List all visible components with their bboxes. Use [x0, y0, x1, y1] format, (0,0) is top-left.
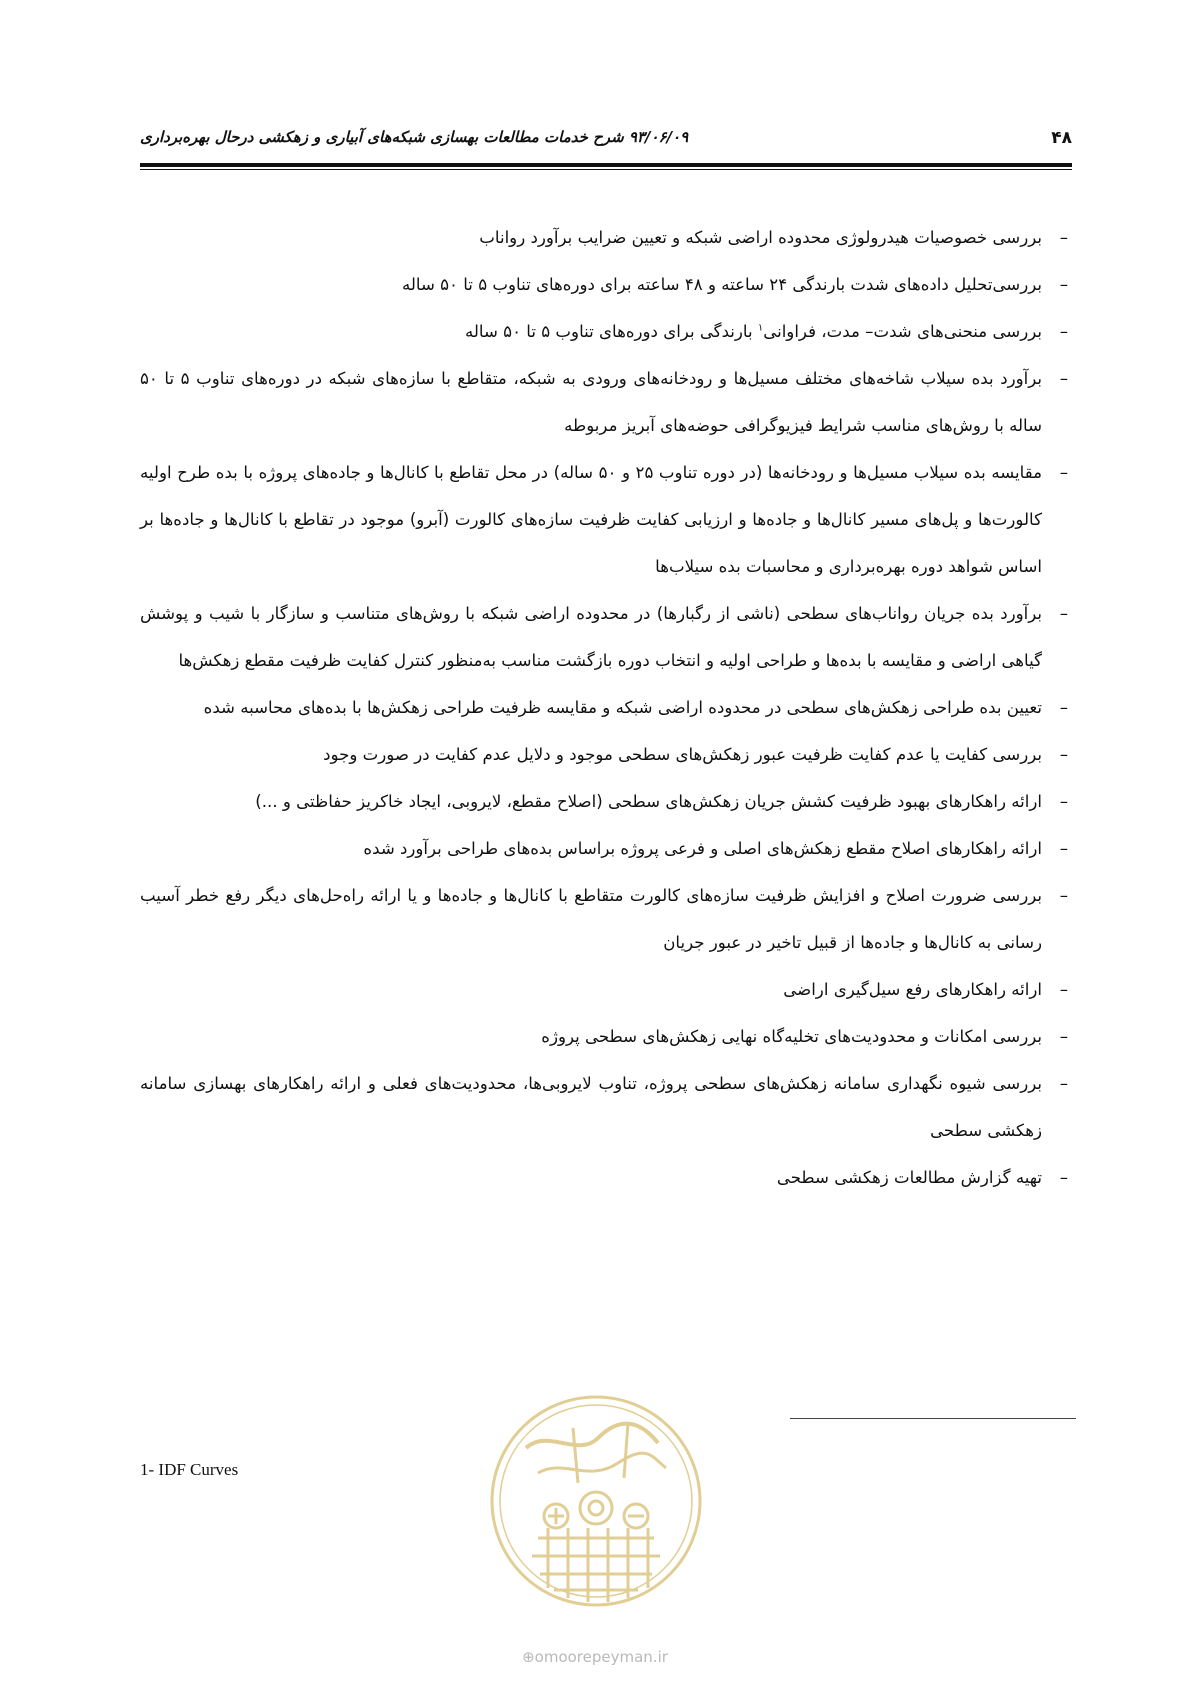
list-item — [140, 778, 1072, 825]
list-item — [140, 1060, 1072, 1154]
bullet-dash: – — [1059, 839, 1068, 858]
list-item — [140, 308, 1072, 355]
list-item-text: تعیین بده طراحی زهکش‌های سطحی در محدوده اراضی شبکه و مقایسه ظرفیت طراحی زهکش‌ها با بده‌های محاسبه شده — [203, 698, 1042, 717]
bullet-dash: – — [1059, 604, 1068, 623]
list-item-text: بررسی کفایت یا عدم کفایت ظرفیت عبور زهکش‌های سطحی موجود و دلایل عدم کفایت در صورت وجود — [323, 745, 1042, 764]
list-item-text: ارائه راهکارهای رفع سیل‌گیری اراضی — [783, 980, 1042, 999]
bullet-dash: – — [1059, 980, 1068, 999]
bullet-dash: – — [1059, 322, 1068, 341]
watermark-site: ⊕omoorepeyman.ir — [522, 1648, 668, 1666]
list-item — [140, 1013, 1072, 1060]
list-item-text: برآورد بده سیلاب شاخه‌های مختلف مسیل‌ها و رودخانه‌های ورودی به شبکه، متقاطع با سازه‌های شبکه در دوره‌های تناوب ۵ تا ۵۰ ساله با روش‌های مناسب شرایط فیزیوگرافی حوضه‌های آبریز مربوطه — [140, 369, 1042, 435]
bullet-dash: – — [1059, 792, 1068, 811]
list-item-text: برآورد بده جریان رواناب‌های سطحی (ناشی از رگبارها) در محدوده اراضی شبکه با روش‌های متناسب و سازگار با شیب و پوشش گیاهی اراضی و مقایسه با بده‌ها و طراحی اولیه و انتخاب دوره بازگشت مناسب به‌منظور کنترل کفایت ظرفیت مقطع زهکش‌ها — [140, 604, 1042, 670]
bullet-dash: – — [1059, 369, 1068, 388]
list-item-text: ارائه راهکارهای بهبود ظرفیت کشش جریان زهکش‌های سطحی (اصلاح مقطع، لایروبی، ایجاد خاکریز حفاظتی و ...) — [255, 792, 1042, 811]
list-item — [140, 355, 1072, 449]
footnote: 1- IDF Curves — [140, 1460, 239, 1479]
list-item-text: مقایسه بده سیلاب مسیل‌ها و رودخانه‌ها (در دوره تناوب ۲۵ و ۵۰ ساله) در محل تقاطع با کانال‌ها و جاده‌های پروژه با بده طرح اولیه کالورت‌ها و پل‌های مسیر کانال‌ها و جاده‌ها و ارزیابی کفایت ظرفیت سازه‌های کالورت (آبرو) موجود در تقاطع با کانال‌ها و جاده‌ها بر اساس شواهد دوره بهره‌برداری و محاسبات بده سیلاب‌ها — [140, 463, 1042, 576]
header-title: ۹۳/۰۶/۰۹ شرح خدمات مطالعات بهسازی شبکه‌های آبیاری و زهکشی درحال بهره‌برداری — [140, 128, 689, 146]
list-item — [140, 731, 1072, 778]
bullet-list — [140, 214, 1072, 1201]
page-header — [140, 128, 1072, 150]
list-item-text: بررسی ضرورت اصلاح و افزایش ظرفیت سازه‌های کالورت متقاطع با کانال‌ها و جاده‌ها و یا ارائه راه‌حل‌های دیگر رفع خطر آسیب رسانی به کانال‌ها و جاده‌ها از قبیل تاخیر در عبور جریان — [140, 886, 1042, 952]
list-item-text: بررسی شیوه نگهداری سامانه زهکش‌های سطحی پروژه، تناوب لایروبی‌ها، محدودیت‌های فعلی و ارائه راهکارهای بهسازی سامانه زهکشی سطحی — [140, 1074, 1042, 1140]
list-item — [140, 872, 1072, 966]
bullet-dash: – — [1059, 1074, 1068, 1093]
list-item — [140, 590, 1072, 684]
bullet-dash: – — [1059, 228, 1068, 247]
list-item-text: ارائه راهکارهای اصلاح مقطع زهکش‌های اصلی و فرعی پروژه براساس بده‌های طراحی برآورد شده — [363, 839, 1042, 858]
list-item-text: تهیه گزارش مطالعات زهکشی سطحی — [776, 1168, 1042, 1187]
bullet-dash: – — [1059, 886, 1068, 905]
list-item-text-continued: بارندگی برای دوره‌های تناوب ۵ تا ۵۰ ساله — [464, 322, 758, 341]
list-item — [140, 684, 1072, 731]
bullet-dash: – — [1059, 698, 1068, 717]
list-item — [140, 449, 1072, 590]
footnote-separator — [790, 1418, 1076, 1419]
header-rule-thin — [140, 169, 1072, 170]
bullet-dash: – — [1059, 1168, 1068, 1187]
bullet-dash: – — [1059, 275, 1068, 294]
watermark-seal-icon — [478, 1388, 714, 1614]
list-item — [140, 261, 1072, 308]
list-item — [140, 214, 1072, 261]
page-number: ۴۸ — [1051, 128, 1072, 148]
header-rule-thick — [140, 163, 1072, 167]
list-item — [140, 966, 1072, 1013]
list-item-text: بررسی منحنی‌های شدت– مدت، فراوانی — [763, 322, 1042, 341]
bullet-dash: – — [1059, 463, 1068, 482]
list-item — [140, 1154, 1072, 1201]
bullet-dash: – — [1059, 745, 1068, 764]
footnote-reference[interactable]: ۱ — [757, 322, 764, 334]
list-item — [140, 825, 1072, 872]
list-item-text: بررسی امکانات و محدودیت‌های تخلیه‌گاه نهایی زهکش‌های سطحی پروژه — [541, 1027, 1042, 1046]
list-item-text: بررسی خصوصیات هیدرولوژی محدوده اراضی شبکه و تعیین ضرایب برآورد رواناب — [479, 228, 1042, 247]
bullet-dash: – — [1059, 1027, 1068, 1046]
list-item-text: بررسی‌تحلیل داده‌های شدت بارندگی ۲۴ ساعته و ۴۸ ساعته برای دوره‌های تناوب ۵ تا ۵۰ ساله — [401, 275, 1042, 294]
